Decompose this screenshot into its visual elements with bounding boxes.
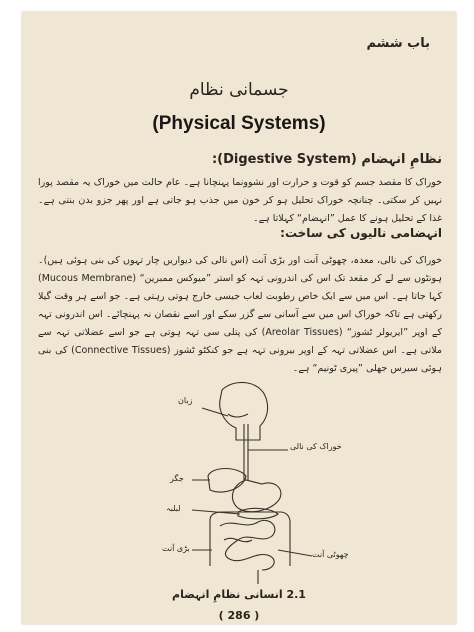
liver-shape: [208, 469, 246, 493]
leader-line: [202, 408, 228, 416]
paragraph-text: خوراک کا مقصد جسم کو قوت و حرارت اور نشوونما پہنچانا ہے۔ عام حالت میں خوراک یہ مقصد پورا نہیں کر سکتی۔ چنانچہ خوراک تحلیل ہو کر خون میں جذب ہو جاتی ہے اور پھر جزو بدن بنتی ہے۔ غذا کے تحلیل ہونے کا عمل ”انہضام“ کہلاتا ہے۔: [38, 177, 442, 224]
paragraph-text: خوراک کی نالی، معدہ، چھوٹی آنت اور بڑی آنت (اس نالی کی دیواریں چار تہوں کی بنی ہوئی ہیں)۔ ہونٹوں سے لے کر مقعد تک اس کی اندرونی تہہ کو استر ”میوکس ممبرین“ (Mucous Membrane) کہا جاتا ہے۔ اس میں سے ایک خاص رطوبت لعاب جیسی خارج ہوتی رہتی ہے۔ جو اسے ہر وقت گیلا رکھتی ہے تاکہ خوراک اس میں سے آسانی سے گزر سکے اور اسے نقصان نہ پہنچائے۔ اس اندرونی تہہ کے اوپر ”ایریولر ٹشوز“ (Areolar Tissues) کی پتلی سی تہہ ہوتی ہے جو اسے عضلاتی تہہ سے ملاتی ہے۔ اس عضلاتی تہہ کے اوپر بیرونی تہہ ہے جو کنکٹو ٹشوز (Connective Tissues) کی بنی ہوئی سیرس جھلی ”پیری ٹونیم“ ہے۔: [38, 255, 442, 374]
leader-line: [278, 550, 312, 556]
section-heading: نظامِ انہضام (Digestive System):: [211, 152, 442, 167]
small-intestine-coil: [224, 538, 252, 541]
label-small-intestine: چھوٹی آنت: [312, 550, 349, 559]
digestive-system-figure: [162, 380, 349, 590]
subheading-structure: انہضامی نالیوں کی ساخت:: [280, 226, 442, 240]
label-tongue: زبان: [178, 396, 193, 405]
title-urdu: جسمانی نظام: [189, 80, 289, 100]
page-number: ( 286 ): [218, 609, 260, 622]
paragraph-structure: [38, 252, 442, 378]
label-esophagus: خوراک کی نالی: [290, 442, 342, 451]
chapter-label: باب ششم: [366, 36, 430, 51]
title-english: (Physical Systems): [152, 113, 326, 134]
figure-caption: 2.1 انسانی نظامِ انہضام: [172, 588, 306, 601]
book-page: [22, 12, 456, 624]
label-pancreas: لبلبہ: [166, 504, 181, 513]
stomach-shape: [232, 480, 280, 512]
paragraph-digestion-purpose: [38, 174, 442, 228]
label-liver: جگر: [170, 474, 184, 483]
small-intestine-shape: [220, 520, 275, 570]
pancreas-shape: [238, 508, 278, 518]
tongue-shape: [228, 414, 248, 417]
label-large-intestine: بڑی آنت: [162, 544, 190, 553]
